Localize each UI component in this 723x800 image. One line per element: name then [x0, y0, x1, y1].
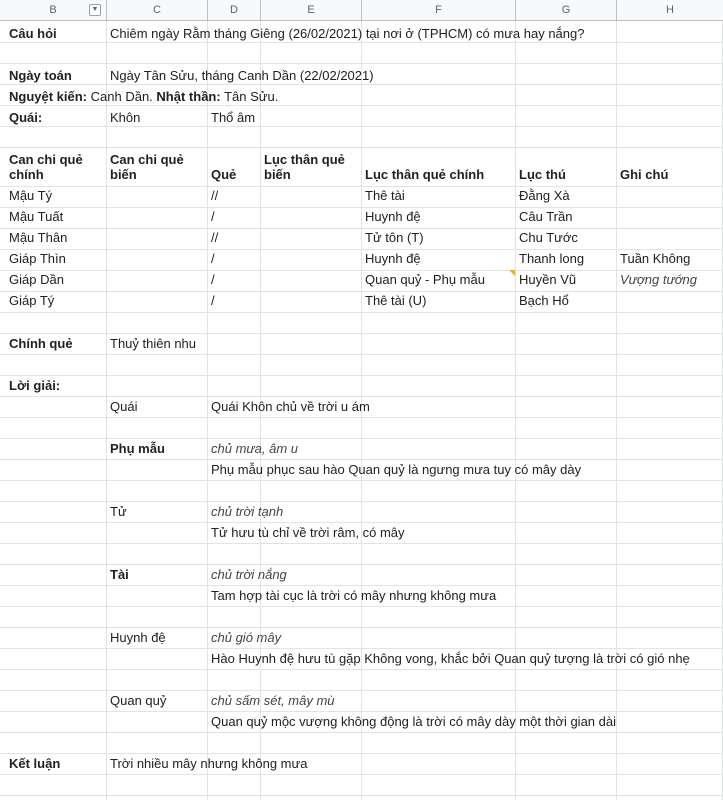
- header-line: chính: [9, 167, 44, 182]
- nguyet-kien-value: Canh Dần.: [90, 89, 153, 104]
- column-header-h[interactable]: [617, 0, 723, 21]
- table-row-5-ghi-chu[interactable]: Vượng tướng: [620, 272, 698, 287]
- table-row-1-luc-than[interactable]: Thê tài: [365, 188, 405, 203]
- table-row-1-que[interactable]: //: [211, 188, 219, 203]
- table-row-6-luc-thu[interactable]: Bạch Hổ: [519, 293, 569, 308]
- column-letter: C: [153, 4, 161, 16]
- solution-tu-title[interactable]: Tử: [110, 504, 127, 519]
- table-row-6-que[interactable]: /: [211, 293, 215, 308]
- column-header-c[interactable]: [107, 0, 208, 21]
- table-row-3-luc-than[interactable]: Tử tôn (T): [365, 230, 424, 245]
- nhat-than-value: Tân Sửu.: [224, 89, 279, 104]
- solution-huynh-de-title[interactable]: Huynh đệ: [110, 630, 166, 645]
- solution-tai-title[interactable]: Tài: [110, 567, 129, 582]
- gridline: [616, 21, 617, 800]
- solution-tu-detail[interactable]: Tử hưu tù chỉ về trời râm, có mây: [211, 525, 405, 540]
- gridline: [0, 606, 723, 607]
- table-row-5-que[interactable]: /: [211, 272, 215, 287]
- filter-dropdown-icon[interactable]: ▼: [89, 4, 101, 16]
- column-letter: B: [49, 4, 57, 16]
- header-line: Can chi quẻ: [9, 152, 83, 167]
- column-header-b[interactable]: [0, 0, 107, 21]
- column-letter: H: [666, 4, 674, 16]
- gridline: [0, 375, 723, 376]
- solution-phu-mau-detail[interactable]: Phụ mẫu phục sau hào Quan quỷ là ngưng mưa tuy có mây dày: [211, 462, 582, 477]
- header-line: biến: [264, 167, 291, 182]
- question-label: Câu hỏi: [9, 26, 57, 41]
- column-header-f[interactable]: [362, 0, 516, 21]
- column-letter: E: [307, 4, 315, 16]
- gridline: [0, 669, 723, 670]
- header-line: biến: [110, 167, 137, 182]
- table-row-4-luc-thu[interactable]: Thanh long: [519, 251, 585, 266]
- gridline: [0, 774, 723, 775]
- table-row-4-que[interactable]: /: [211, 251, 215, 266]
- table-row-4-can-chi[interactable]: Giáp Thìn: [9, 251, 66, 266]
- column-letter: F: [435, 4, 442, 16]
- gridline: [0, 63, 723, 64]
- table-row-5-can-chi[interactable]: Giáp Dần: [9, 272, 64, 287]
- column-header-bar: [0, 0, 723, 21]
- gridline: [0, 795, 723, 796]
- gridline: [0, 333, 723, 334]
- table-row-3-luc-thu[interactable]: Chu Tước: [519, 230, 578, 245]
- solution-quan-quy-title[interactable]: Quan quỷ: [110, 693, 167, 708]
- solution-quai-title[interactable]: Quái: [110, 399, 138, 414]
- header-que: Quẻ: [211, 167, 237, 182]
- gridline: [0, 459, 723, 460]
- solution-tu-meaning[interactable]: chủ trời tạnh: [211, 504, 284, 519]
- gridline: [106, 21, 107, 800]
- gridline: [0, 543, 723, 544]
- gridline: [207, 21, 208, 800]
- gridline: [0, 84, 723, 85]
- table-row-6-luc-than[interactable]: Thê tài (U): [365, 293, 427, 308]
- quai-element[interactable]: Thổ âm: [211, 110, 256, 125]
- gridline: [0, 690, 723, 691]
- solution-quan-quy-meaning[interactable]: chủ sấm sét, mây mù: [211, 693, 335, 708]
- nguyet-kien-label: Nguyệt kiến:: [9, 89, 88, 104]
- solution-phu-mau-meaning[interactable]: chủ mưa, âm u: [211, 441, 298, 456]
- ket-luan-label: Kết luận: [9, 756, 61, 771]
- table-row-2-can-chi[interactable]: Mậu Tuất: [9, 209, 64, 224]
- gridline: [0, 417, 723, 418]
- solution-tai-detail[interactable]: Tam hợp tài cục là trời có mây nhưng không mưa: [211, 588, 497, 603]
- solution-phu-mau-title[interactable]: Phụ mẫu: [110, 441, 165, 456]
- solution-tai-meaning[interactable]: chủ trời nắng: [211, 567, 287, 582]
- gridline: [0, 42, 723, 43]
- chinh-que-value[interactable]: Thuỷ thiên nhu: [110, 336, 197, 351]
- gridline: [0, 711, 723, 712]
- table-row-3-can-chi[interactable]: Mậu Thân: [9, 230, 68, 245]
- nguyet-kien-cell[interactable]: [9, 89, 278, 104]
- table-row-3-que[interactable]: //: [211, 230, 219, 245]
- table-row-1-can-chi[interactable]: Mậu Tý: [9, 188, 53, 203]
- gridline: [0, 564, 723, 565]
- gridline: [0, 732, 723, 733]
- column-letter: D: [230, 4, 238, 16]
- hexagram-table: [0, 188, 723, 314]
- gridline: [0, 522, 723, 523]
- quai-value[interactable]: Khôn: [110, 110, 141, 125]
- solution-quan-quy-detail[interactable]: Quan quỷ mộc vượng không động là trời có mây dày một thời gian dài: [211, 714, 616, 729]
- header-line: Can chi quẻ: [110, 152, 184, 167]
- gridline: [0, 396, 723, 397]
- column-letter: G: [561, 4, 571, 16]
- gridline: [0, 480, 723, 481]
- table-row-4-ghi-chu[interactable]: Tuần Không: [620, 251, 691, 266]
- header-luc-than-chinh: Lục thân quẻ chính: [365, 167, 485, 182]
- table-row-6-can-chi[interactable]: Giáp Tý: [9, 293, 55, 308]
- gridline: [0, 105, 723, 106]
- chinh-que-label: Chính quẻ: [9, 336, 73, 351]
- table-row-1-luc-thu[interactable]: Đằng Xà: [519, 188, 570, 203]
- column-header-e[interactable]: [261, 0, 362, 21]
- solution-quai-detail[interactable]: Quái Khôn chủ về trời u ám: [211, 399, 370, 414]
- gridline: [515, 21, 516, 800]
- calc-date-value[interactable]: Ngày Tân Sửu, tháng Canh Dần (22/02/2021): [110, 68, 374, 83]
- table-row-4-luc-than[interactable]: Huynh đệ: [365, 251, 421, 266]
- header-line: Lục thân quẻ: [264, 152, 345, 167]
- gridline: [0, 648, 723, 649]
- comment-indicator-icon[interactable]: [509, 270, 515, 276]
- gridline: [0, 627, 723, 628]
- column-header-d[interactable]: [208, 0, 261, 21]
- column-header-g[interactable]: [516, 0, 617, 21]
- header-can-chi-bien: [110, 152, 184, 182]
- gridline: [0, 354, 723, 355]
- table-row-5-luc-thu[interactable]: Huyền Vũ: [519, 272, 577, 287]
- header-luc-thu: Lục thú: [519, 167, 566, 182]
- header-can-chi-chinh: [9, 152, 83, 182]
- gridline: [0, 147, 723, 148]
- solution-huynh-de-detail[interactable]: Hào Huynh đệ hưu tù gặp Không vong, khắc bởi Quan quỷ tượng là trời có gió nhẹ: [211, 651, 690, 666]
- gridline: [0, 585, 723, 586]
- nhat-than-label: Nhật thần:: [156, 89, 221, 104]
- gridline: [0, 126, 723, 127]
- loi-giai-label: Lời giải:: [9, 378, 61, 393]
- ket-luan-value[interactable]: Trời nhiều mây nhưng không mưa: [110, 756, 308, 771]
- gridline: [0, 438, 723, 439]
- table-row-2-que[interactable]: /: [211, 209, 215, 224]
- question-value[interactable]: Chiêm ngày Rằm tháng Giêng (26/02/2021) tại nơi ở (TPHCM) có mưa hay nắng?: [110, 26, 585, 41]
- gridline: [0, 186, 723, 187]
- table-row-2-luc-than[interactable]: Huynh đệ: [365, 209, 421, 224]
- calc-date-label: Ngày toán: [9, 68, 72, 83]
- gridline: [0, 501, 723, 502]
- table-row-2-luc-thu[interactable]: Câu Trần: [519, 209, 573, 224]
- solution-huynh-de-meaning[interactable]: chủ gió mây: [211, 630, 282, 645]
- quai-label: Quái:: [9, 110, 43, 125]
- header-luc-than-bien: [264, 152, 345, 182]
- header-ghi-chu: Ghi chú: [620, 167, 669, 182]
- table-row-5-luc-than[interactable]: Quan quỷ - Phụ mẫu: [365, 272, 485, 287]
- gridline: [0, 753, 723, 754]
